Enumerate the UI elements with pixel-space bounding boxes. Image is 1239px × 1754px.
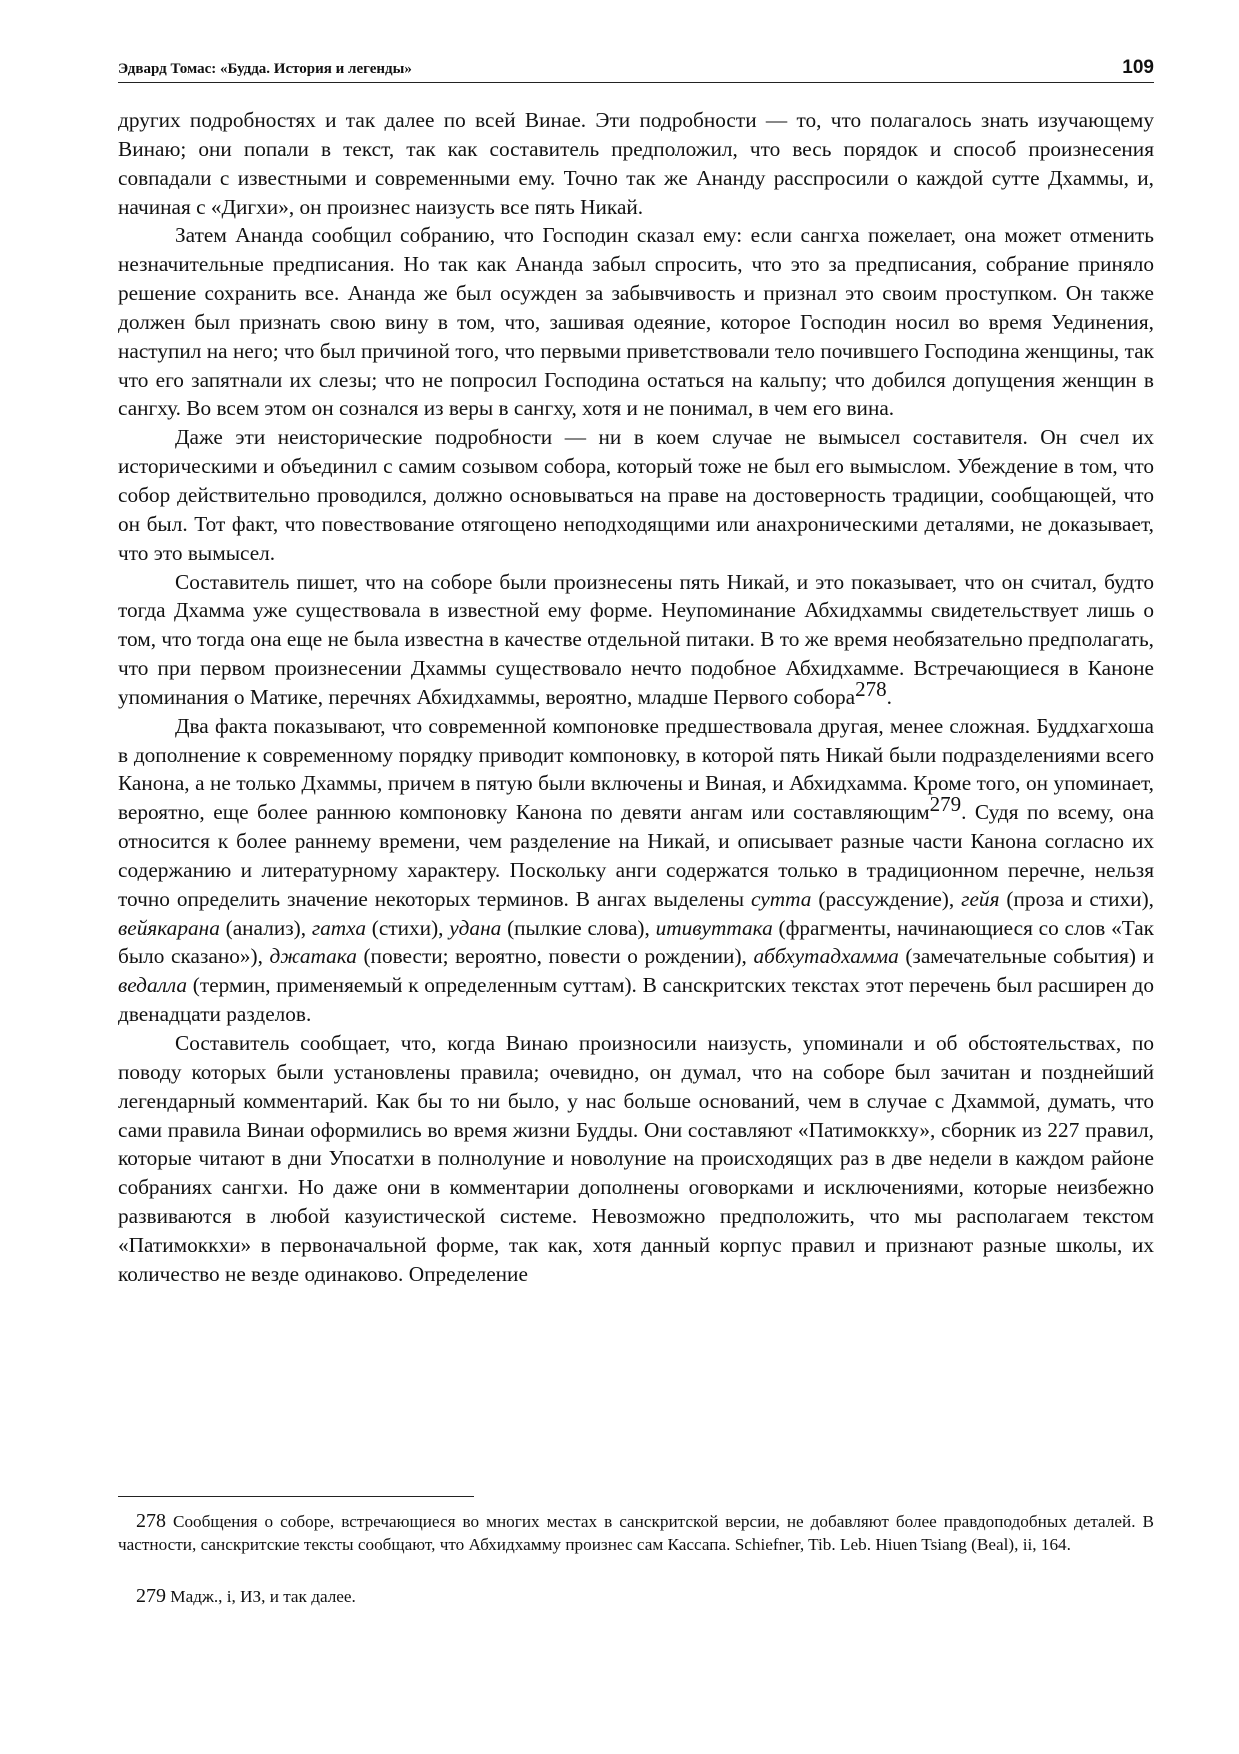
paragraph-text: других подробностях и так далее по всей Винае. Эти подробности — то, что полагалось знать изучающему Винаю; они попали в текст, так как составитель предположил, что весь порядок и способ произнесения совпадали с известными и современными ему. Точно так же Ананду расспросили о каждой сутте Дхаммы, и, начиная с «Дигхи», он произнес наизусть все пять Никай.: [118, 108, 1154, 219]
footnote-ref-279[interactable]: 279: [929, 792, 962, 817]
footnote-divider: [118, 1496, 474, 1497]
footnote-number: 279: [136, 1585, 166, 1607]
paragraph-text: Составитель пишет, что на соборе были произнесены пять Никай, и это показывает, что он считал, будто тогда Дхамма уже существовала в известной ему форме. Неупоминание Абхидхаммы свидетельствует лишь о том, что тогда она еще не была известна в качестве отдельной питаки. В то же время необязательно предполагать, что при первом произнесении Дхаммы существовало нечто подобное Абхидхамме. Встречающиеся в Каноне упоминания о Матике, перечнях Абхидхаммы, вероятно, младше Первого собора: [118, 569, 1154, 709]
text-run: (проза и стихи),: [999, 886, 1154, 911]
term-italic: гатха: [311, 915, 366, 940]
paragraph-text: Затем Ананда сообщил собранию, что Господин сказал ему: если сангха пожелает, она может отменить незначительные предписания. Но так как Ананда забыл спросить, что это за предписания, собрание приняло решение сохранить все. Ананда же был осужден за забывчивость и признал это своим проступком. Он также должен был признать свою вину в том, что, зашивая одеяние, которое Господин носил во время Уединения, наступил на него; что был причиной того, что первыми приветствовали тело почившего Господина женщины, так что его запятнали их слезы; что не попросил Господина остаться на кальпу; что добился допущения женщин в сангху. Во всем этом он сознался из веры в сангху, хотя и не понимал, в чем его вина.: [118, 223, 1154, 421]
text-run: (термин, применяемый к определенным суттам). В санскритских текстах этот перечень был расширен до двенадцати разделов.: [118, 973, 1154, 1027]
text-run: (замечательные события) и: [898, 944, 1154, 969]
text-run: . Судя по всему, она относится к более раннему времени, чем разделение на Никай, и описывает разные части Канона согласно их содержанию и литературному характеру. Поскольку анги содержатся только в традиционном перечне, нельзя точно определить значение некоторых терминов. В ангах выделены: [118, 800, 1154, 911]
footnote-ref-278[interactable]: 278: [855, 676, 887, 701]
term-italic: гейя: [961, 886, 1000, 911]
paragraph-3: [118, 423, 1154, 567]
term-italic: ведалла: [118, 973, 188, 998]
paragraph-2: [118, 221, 1154, 423]
paragraph-1: [118, 106, 1154, 221]
paragraph-tail: [118, 800, 1154, 1026]
paragraph-5: [118, 712, 1154, 1029]
term-italic: сутта: [750, 886, 812, 911]
term-italic: итивуттака: [655, 915, 773, 940]
footnote-number: 278: [136, 1510, 166, 1532]
paragraph-text: Два факта показывают, что современной компоновке предшествовала другая, менее сложная. Буддхагхоша в дополнение к современному порядку приводит компоновку, в которой пять Никай были подразделениями всего Канона, а не только Дхаммы, причем в пятую были включены и Виная, и Абхидхамма. Кроме того, он упоминает, вероятно, еще более раннюю компоновку Канона по девяти ангам или составляющим: [118, 713, 1154, 825]
term-italic: аббхутадхамма: [753, 944, 899, 969]
text-run: (стихи),: [366, 915, 450, 940]
text-run: (анализ),: [219, 915, 312, 940]
text-run: (пылкие слова),: [501, 915, 656, 940]
paragraph-tail: .: [886, 684, 892, 709]
term-italic: вейякарана: [118, 915, 220, 940]
paragraph-text: Составитель сообщает, что, когда Винаю произносили наизусть, упоминали и об обстоятельствах, по поводу которых были установлены правила; очевидно, он думал, что на соборе был зачитан и позднейший легендарный комментарий. Как бы то ни было, у нас больше оснований, чем в случае с Дхаммой, думать, что сами правила Винаи оформились во время жизни Будды. Они составляют «Патимоккху», сборник из 227 правил, которые читают в дни Упосатхи в полнолуние и новолуние на происходящих раз в две недели в каждом районе собраниях сангхи. Но даже они в комментарии дополнены оговорками и исключениями, которые неизбежно развиваются в любой казуистической системе. Невозможно предположить, что мы располагаем текстом «Патимоккхи» в первоначальной форме, так как, хотя данный корпус правил и признают разные школы, их количество не везде одинаково. Определение: [118, 1031, 1154, 1286]
text-run: (фрагменты, начинающиеся со слов «Так было сказано»),: [118, 915, 1155, 969]
term-italic: удана: [449, 915, 502, 940]
body-text: [118, 106, 1154, 1289]
paragraph-6: [118, 1029, 1154, 1289]
footnote-278: [118, 1510, 1154, 1556]
footnote-279: [118, 1585, 1154, 1608]
paragraph-4: [118, 568, 1154, 712]
footnote-text: Сообщения о соборе, встречающиеся во многих местах в санскритской версии, не добавляют более правдоподобных деталей. В частности, санскритские тексты сообщают, что Абхидхамму произнес сам Кассапа. Schiefner, Tib. Leb. Hiuen Tsiang (Beal), ii, 164.: [118, 1512, 1154, 1554]
term-italic: джатака: [269, 944, 357, 969]
page-number: 109: [1122, 57, 1154, 78]
text-run: (повести; вероятно, повести о рождении),: [356, 944, 754, 969]
running-header: [118, 56, 1154, 83]
footnotes: [118, 1510, 1154, 1637]
footnote-text: Мадж., i, ИЗ, и так далее.: [166, 1587, 356, 1606]
paragraph-text: Даже эти неисторические подробности — ни в коем случае не вымысел составителя. Он счел их историческими и объединил с самим созывом собора, который тоже не был его вымыслом. Убеждение в том, что собор действительно проводился, должно основываться на праве на достоверность традиции, сообщающей, что он был. Тот факт, что повествование отягощено неподходящими или анахроническими деталями, не доказывает, что это вымысел.: [118, 425, 1154, 565]
header-title: Эдвард Томас: «Будда. История и легенды»: [118, 61, 412, 77]
text-run: (рассуждение),: [811, 886, 962, 911]
